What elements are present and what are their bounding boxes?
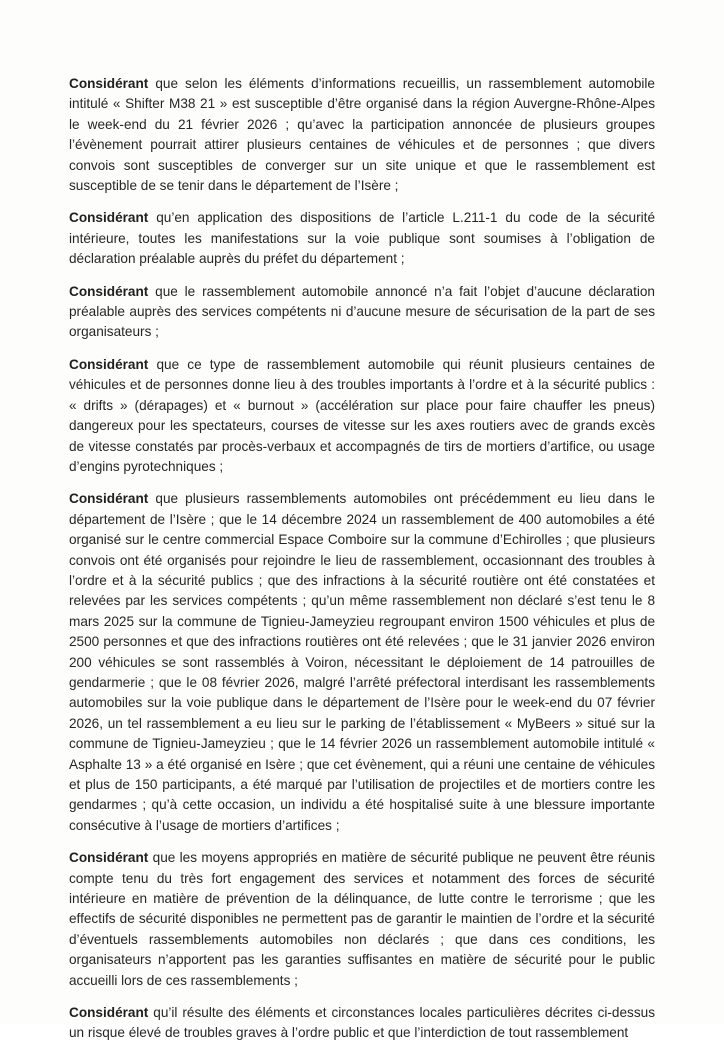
paragraph-text: que plusieurs rassemblements automobiles ont précédemment eu lieu dans le département de l’Isère ; que le 14 décembre 2024 un rassemblement de 400 automobiles a été organisé sur le centre commercial Espace Comboire sur la commune d’Echirolles ; que plusieurs convois ont été organisés pour rejoindre le lieu de rassemblement, occasionnant des troubles à l’ordre et à la sécurité publics ; que des infractions à la sécurité routière ont été constatées et relevées par les services compétents ; qu’un même rassemblement non déclaré s’est tenu le 8 mars 2025 sur la commune de Tignieu-Jameyzieu regroupant environ 1500 véhicules et plus de 2500 personnes et que des infractions routières ont été relevées ; que le 31 janvier 2026 environ 200 véhicules se sont rassemblés à Voiron, nécessitant le déploiement de 14 patrouilles de gendarmerie ; que le 08 février 2026, malgré l’arrêté préfectoral interdisant les rassemblements automobiles sur la voie publique dans le département de l’Isère pour le week-end du 07 février 2026, un tel rassemblement a eu lieu sur le parking de l’établissement « MyBeers » situé sur la commune de Tignieu-Jameyzieu ; que le 14 février 2026 un rassemblement automobile intitulé « Asphalte 13 » a été organisé en Isère ; que cet évènement, qui a réuni une centaine de véhicules et plus de 150 participants, a été marqué par l’utilisation de projectiles et de mortiers contre les gendarmes ; qu’à cette occasion, un individu a été hospitalisé suite à une blessure importante consécutive à l’usage de mortiers d’artifices ; — [69, 491, 655, 833]
document-body — [69, 74, 655, 1056]
paragraph-lead: Considérant — [69, 76, 149, 91]
paragraph-lead: Considérant — [69, 283, 149, 299]
paragraph-text: que les moyens appropriés en matière de sécurité publique ne peuvent être réunis compte tenu du très fort engagement des services et notamment des forces de sécurité intérieure en matière de prévention de la délinquance, de lutte contre le terrorisme ; que les effectifs de sécurité disponibles ne permettent pas de garantir le maintien de l’ordre et la sécurité d’éventuels rassemblements automobiles non déclarés ; que dans ces conditions, les organisateurs n’apportent pas les garanties suffisantes en matière de sécurité pour le public accueilli lors de ces rassemblements ; — [69, 850, 655, 988]
paragraph-considerant-4 — [69, 355, 655, 477]
paragraph-considerant-2 — [69, 208, 655, 269]
paragraph-lead: Considérant — [69, 356, 149, 372]
paragraph-text: que ce type de rassemblement automobile qui réunit plusieurs centaines de véhicules et de personnes donne lieu à des troubles importants à l’ordre et à la sécurité publics : « drifts » (dérapages) et « burnout » (accélération sur place pour faire chauffer les pneus) dangereux pour les spectateurs, courses de vitesse sur les axes routiers avec de grands excès de vitesse constatés par procès-verbaux et accompagnés de tirs de mortiers d’artifice, ou usage d’engins pyrotechniques ; — [69, 356, 655, 474]
paragraph-lead: Considérant — [69, 850, 149, 866]
paragraph-text: qu’il résulte des éléments et circonstances locales particulières décrites ci-dessus un risque élevé de troubles graves à l’ordre public et que l’interdiction de tout rassemblement — [69, 1005, 655, 1041]
paragraph-considerant-3 — [69, 282, 655, 343]
paragraph-text: que le rassemblement automobile annoncé n’a fait l’objet d’aucune déclaration préalable auprès des services compétents ni d’aucune mesure de sécurisation de la part de ses organisateurs ; — [69, 283, 655, 340]
paragraph-considerant-7 — [69, 1003, 655, 1044]
paragraph-considerant-1 — [69, 74, 655, 196]
paragraph-lead: Considérant — [69, 1005, 149, 1021]
paragraph-considerant-6 — [69, 848, 655, 991]
paragraph-text: qu’en application des dispositions de l’article L.211-1 du code de la sécurité intérieure, toutes les manifestations sur la voie publique sont soumises à l’obligation de déclaration préalable auprès du préfet du département ; — [69, 210, 655, 267]
paragraph-text: que selon les éléments d’informations recueillis, un rassemblement automobile intitulé « Shifter M38 21 » est susceptible d’être organisé dans la région Auvergne-Rhône-Alpes le week-end du 21 février 2026 ; qu’avec la participation annoncée de plusieurs groupes l’évènement pourrait attirer plusieurs centaines de véhicules et de personnes ; que divers convois sont susceptibles de converger sur un site unique et que le rassemblement est susceptible de se tenir dans le département de l’Isère ; — [69, 76, 655, 194]
paragraph-lead: Considérant — [69, 491, 149, 507]
paragraph-considerant-5 — [69, 489, 655, 836]
paragraph-lead: Considérant — [69, 210, 149, 226]
